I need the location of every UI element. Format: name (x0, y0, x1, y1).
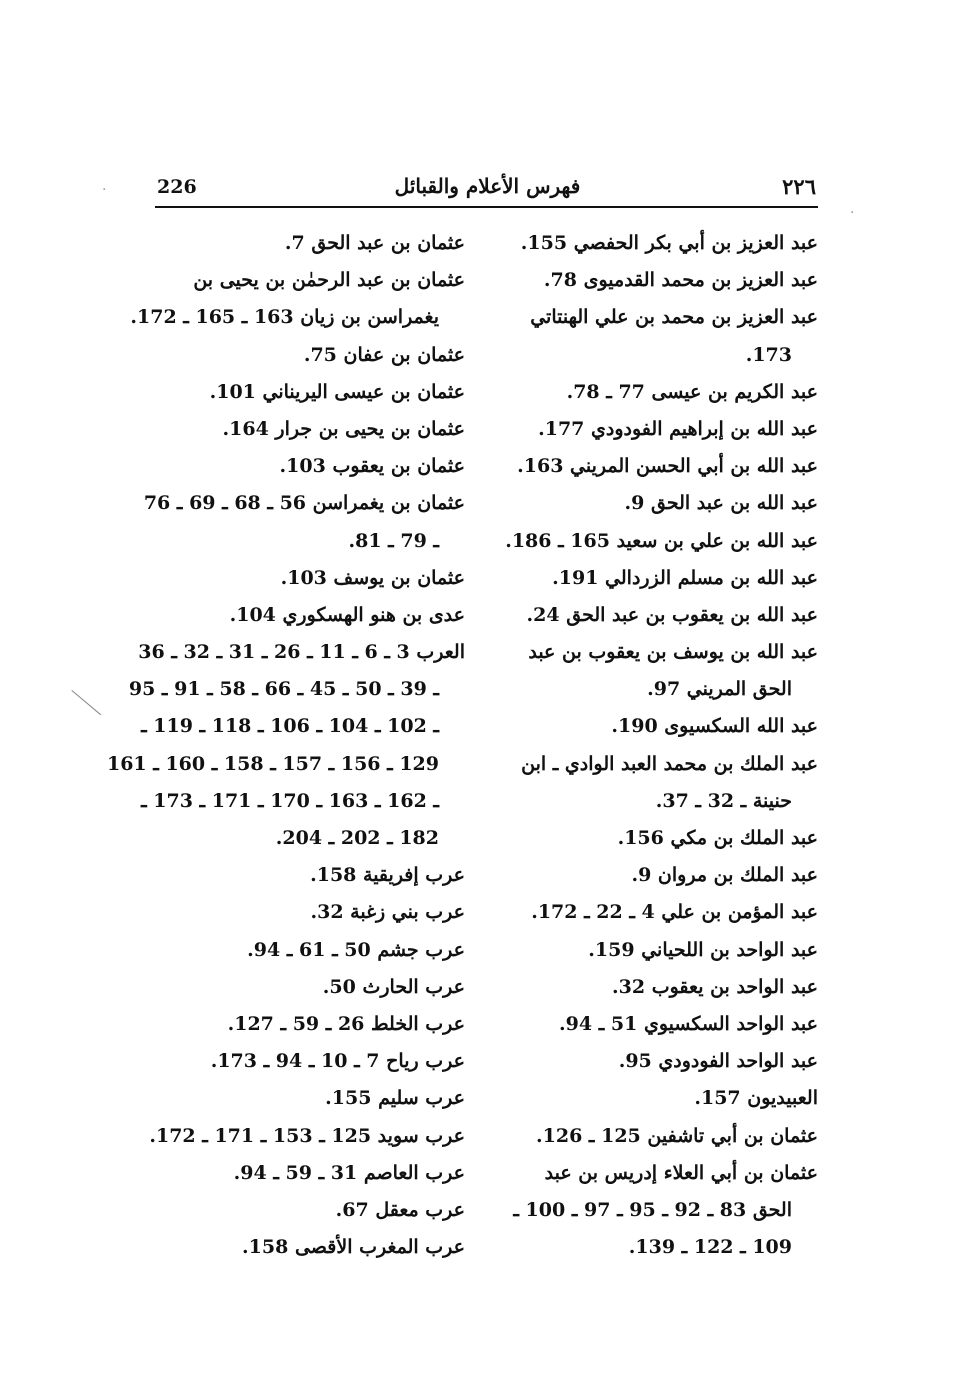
index-entry-continuation: حنينة ـ 32 ـ 37. (655, 789, 792, 812)
index-entry: عثمان بن يحيى بن جرار 164. (222, 417, 465, 440)
index-entry-continuation: ـ 39 ـ 50 ـ 45 ـ 66 ـ 58 ـ 91 ـ 95 (128, 678, 439, 701)
index-entry: عرب رياح 7 ـ 10 ـ 94 ـ 173. (210, 1050, 465, 1073)
index-entry-continuation: 109 ـ 122 ـ 139. (628, 1236, 792, 1259)
index-entry: عبد الواحد بن اللحياني 159. (588, 938, 818, 961)
index-entry: عرب جشم 50 ـ 61 ـ 94. (247, 938, 465, 961)
scan-speck: · (850, 205, 855, 221)
header-rule (155, 206, 818, 208)
index-entry: عبد الله بن عبد الحق 9. (624, 492, 818, 515)
index-entry: عرب بني زغبة 32. (310, 901, 465, 924)
running-header (155, 170, 820, 208)
index-column-right (490, 225, 818, 1266)
index-entry: عرب إفريقية 158. (310, 864, 465, 887)
index-entry: عثمان بن عفان 75. (303, 343, 465, 366)
page-number-arabic: ٢٢٦ (782, 174, 816, 199)
index-entry-continuation: 182 ـ 202 ـ 204. (275, 827, 439, 849)
index-entry: عثمان بن أبي تاشفين 125 ـ 126. (536, 1124, 818, 1147)
index-entry-continuation: يغمراسن بن زيان 163 ـ 165 ـ 172. (130, 306, 439, 329)
index-entry: عبد العزيز بن محمد بن علي الهنتاتي (530, 306, 818, 329)
index-entry-continuation: ـ 79 ـ 81. (348, 529, 439, 552)
index-entry: عثمان بن عبد الرحمٰن بن يحيى بن (193, 269, 465, 292)
index-column-left (106, 225, 465, 1266)
index-entry-continuation: ـ 102 ـ 104 ـ 106 ـ 118 ـ 119 ـ (141, 715, 439, 738)
index-entry: عثمان بن أبي العلاء إدريس بن عبد (544, 1161, 818, 1184)
index-entry: عرب سليم 155. (325, 1087, 465, 1110)
index-entry: عرب العاصم 31 ـ 59 ـ 94. (233, 1161, 465, 1184)
index-entry: عرب المغرب الأقصى 158. (242, 1236, 465, 1259)
index-entry: عبد الله بن إبراهيم الفودودي 177. (538, 417, 818, 440)
index-entry: عثمان بن يوسف 103. (280, 566, 465, 589)
index-entry-continuation: ـ 162 ـ 163 ـ 170 ـ 171 ـ 173 ـ (141, 789, 439, 812)
index-entry: عثمان بن يغمراسن 56 ـ 68 ـ 69 ـ 76 (143, 492, 465, 515)
index-entry: عبد الواحد الفودودي 95. (618, 1050, 818, 1073)
index-entry: العرب 3 ـ 6 ـ 11 ـ 26 ـ 31 ـ 32 ـ 36 (138, 641, 465, 664)
index-entry: عبد الملك بن مروان 9. (631, 864, 818, 887)
page-number-latin: 226 (157, 176, 197, 198)
index-entry: العبيديون 157. (694, 1087, 818, 1110)
page-title: فهرس الأعلام والقبائل (394, 174, 581, 198)
index-entry: عدى بن هنو الهسكوري 104. (229, 603, 465, 626)
index-entry: عبد الله السكسيوى 190. (611, 715, 818, 738)
index-entry: عبد العزيز بن محمد القدميوى 78. (543, 269, 818, 292)
index-entry-continuation: 173. (745, 343, 792, 366)
index-entry-continuation: الحق 83 ـ 92 ـ 95 ـ 97 ـ 100 ـ (513, 1198, 792, 1221)
index-entry: عبد الملك بن مكي 156. (617, 827, 818, 849)
index-entry: عبد الله بن يوسف بن يعقوب بن عبد (528, 641, 818, 664)
index-entry: عبد الكريم بن عيسى 77 ـ 78. (566, 380, 818, 403)
index-entry: عبد العزيز بن أبي بكر الحفصي 155. (520, 232, 818, 254)
scan-speck: · (102, 182, 107, 198)
index-entry: عرب الحارث 50. (322, 975, 465, 998)
index-entry: عبد الله بن يعقوب بن عبد الحق 24. (526, 603, 818, 626)
index-entry: عثمان بن عيسى اليريناني 101. (209, 380, 465, 403)
index-entry: عبد الله بن أبي الحسن المريني 163. (517, 455, 818, 478)
scan-mark (71, 690, 101, 715)
index-entry-continuation: 129 ـ 156 ـ 157 ـ 158 ـ 160 ـ 161 (106, 752, 439, 775)
index-entry: عثمان بن عبد الحق 7. (284, 232, 465, 254)
index-entry: عبد الواحد السكسيوي 51 ـ 94. (559, 1012, 818, 1035)
index-entry: عبد الواحد بن يعقوب 32. (612, 975, 818, 998)
index-entry: عرب الخلط 26 ـ 59 ـ 127. (227, 1012, 465, 1035)
index-entry: عبد الله بن مسلم الزردالي 191. (552, 566, 818, 589)
index-entry: عبد الله بن علي بن سعيد 165 ـ 186. (505, 529, 818, 552)
index-entry: عبد الملك بن محمد العبد الوادي ـ ابن (521, 752, 818, 775)
index-entry: عرب معقل 67. (335, 1198, 465, 1221)
index-entry: عثمان بن يعقوب 103. (279, 455, 465, 478)
index-entry: عرب سويد 125 ـ 153 ـ 171 ـ 172. (149, 1124, 465, 1147)
index-entry: عبد المؤمن بن علي 4 ـ 22 ـ 172. (531, 901, 818, 924)
index-entry-continuation: الحق المريني 97. (647, 678, 792, 701)
